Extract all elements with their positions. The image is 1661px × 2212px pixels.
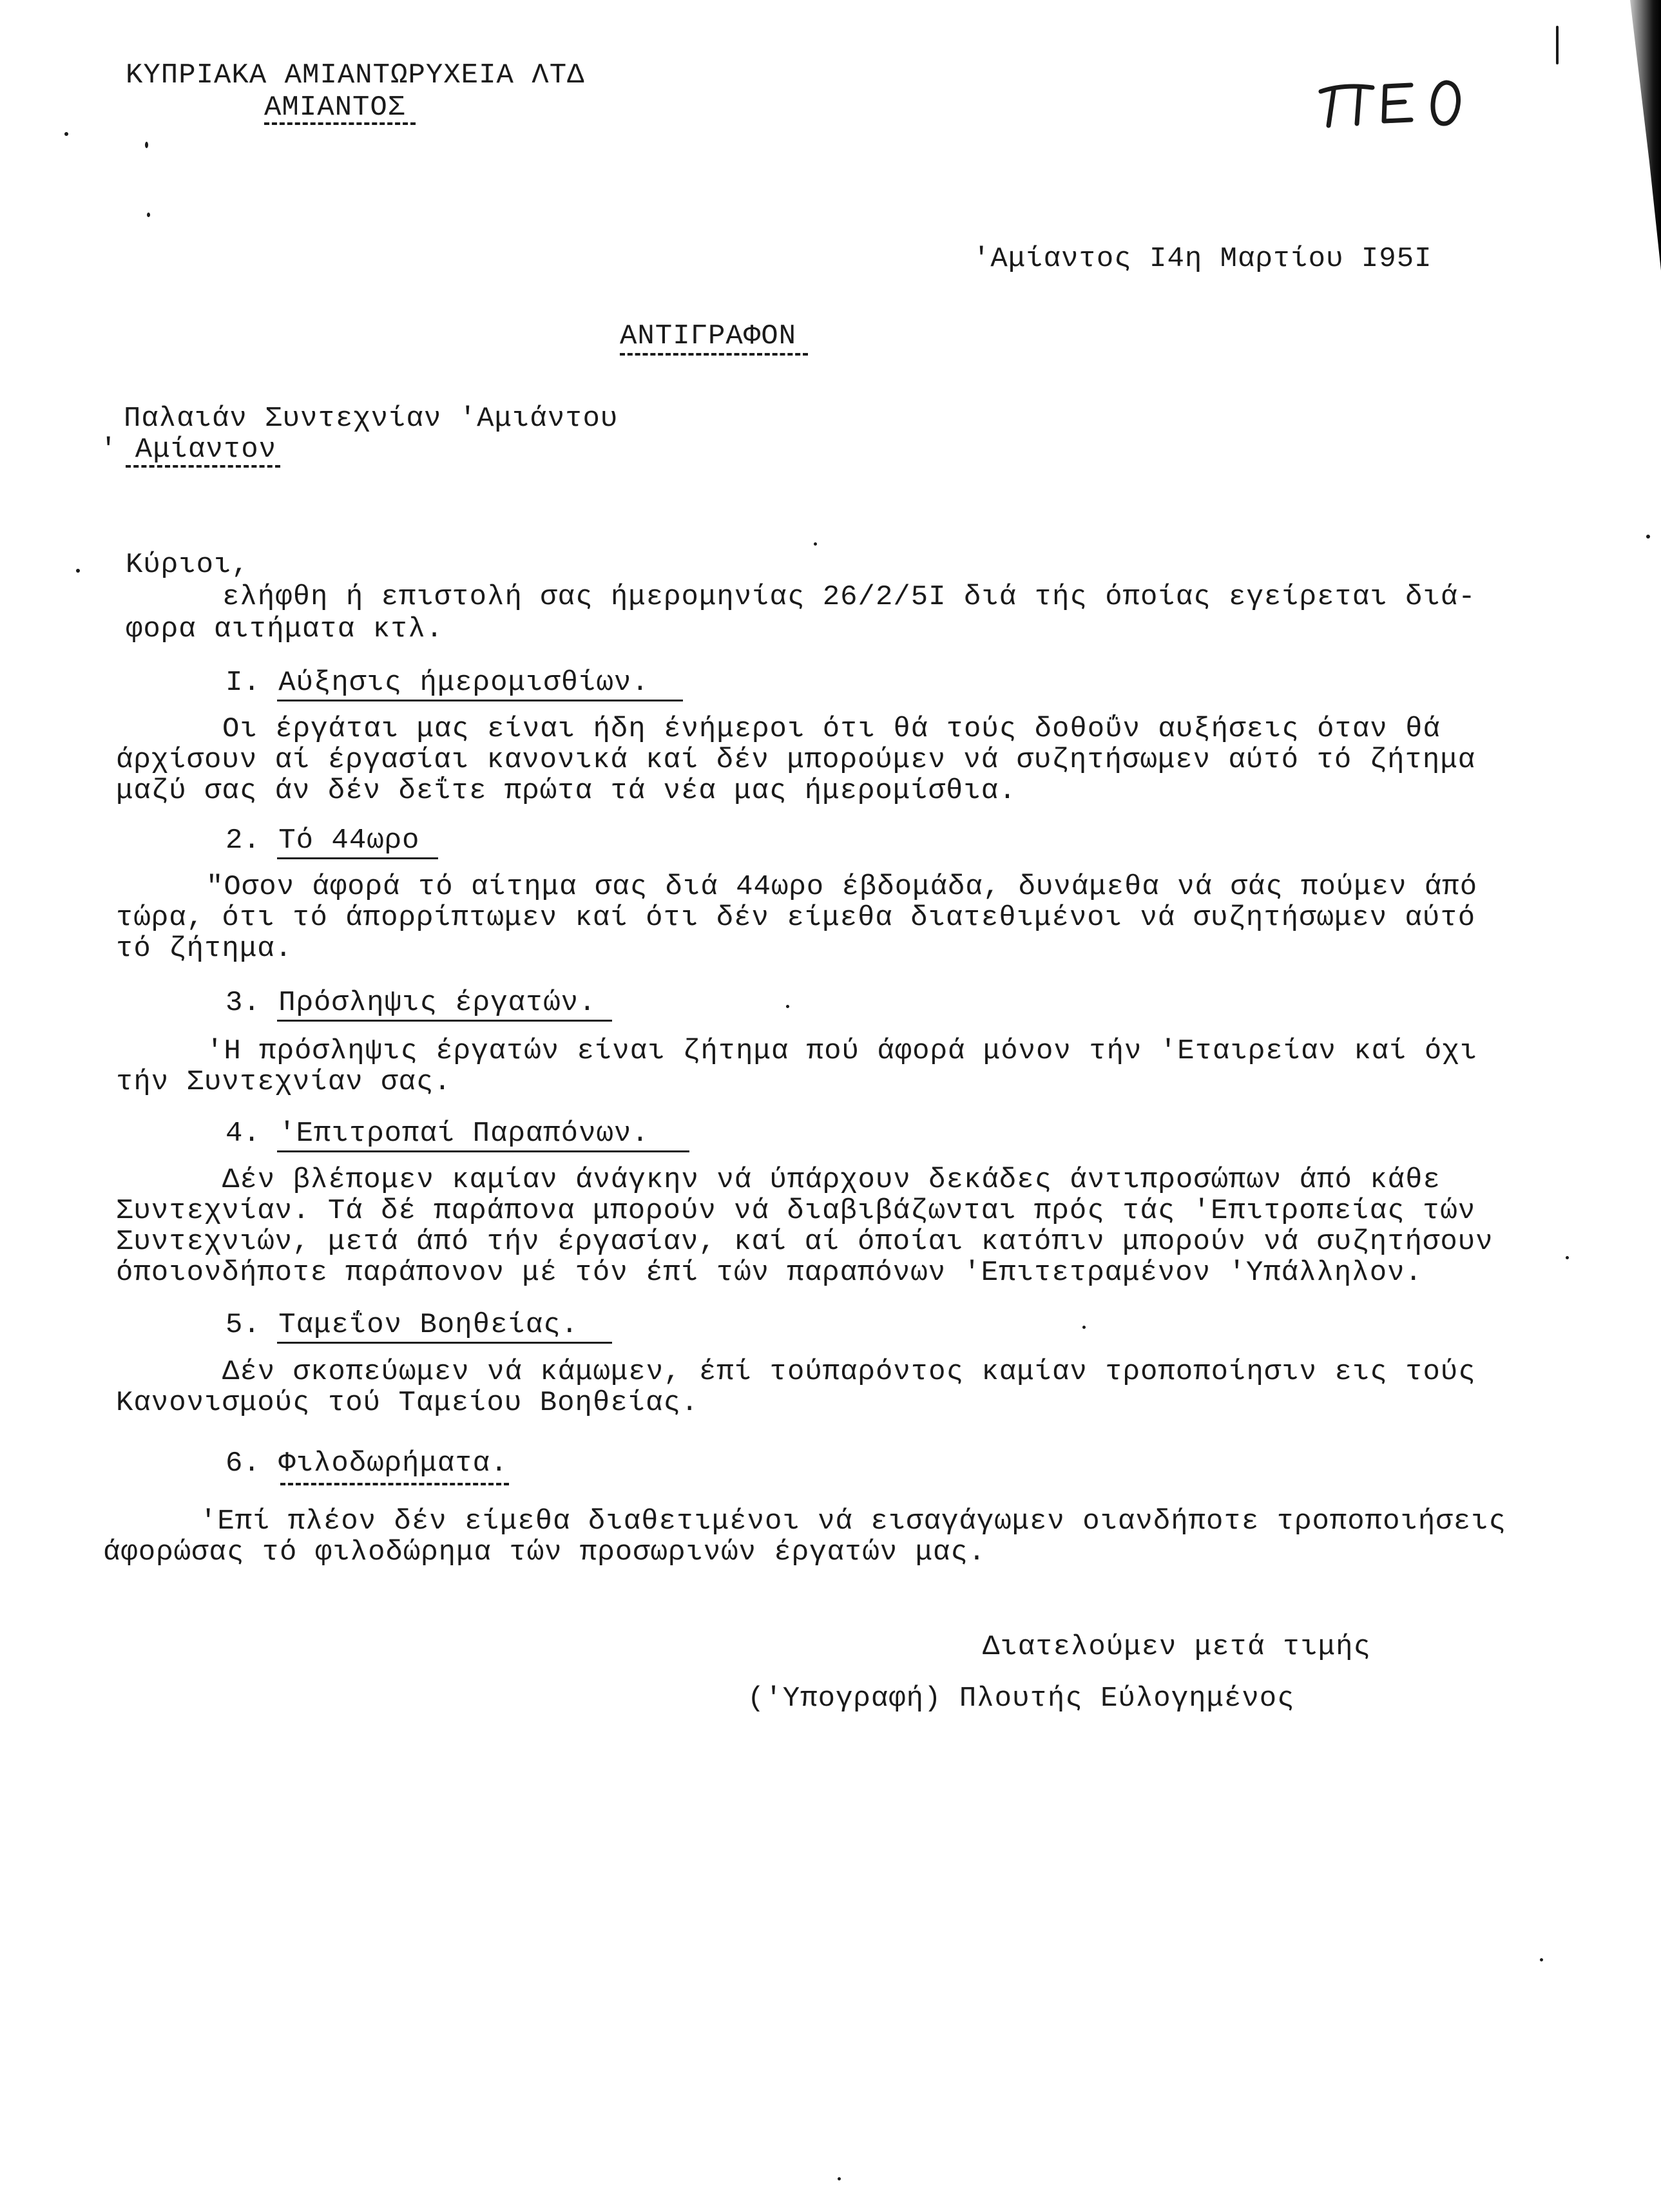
recipient-line-2: ' Αμίαντον xyxy=(100,434,277,466)
section-heading-5: 5. Ταμεΐον Βοηθείας. xyxy=(226,1309,579,1341)
section-2-line-1: "Οσον άφορά τό αίτημα σας διά 44ωρο έβδομάδα, δυνάμεθα νά σάς πούμεν άπό xyxy=(206,871,1478,903)
section-1-line-2: άρχίσουν αί έργασίαι κανονικά καί δέν μπορούμεν νά συζητήσωμεν αύτό τό ζήτημα xyxy=(116,744,1476,776)
scan-speck xyxy=(1646,535,1650,539)
scan-speck xyxy=(1540,1958,1543,1961)
salutation: Κύριοι, xyxy=(126,549,249,581)
section-5-line-2: Κανονισμούς τού Ταμείου Βοηθείας. xyxy=(116,1387,699,1419)
intro-line-1: ελήφθη ή επιστολή σας ήμερομηνίας 26/2/5Ι διά τής όποίας εγείρεται διά- xyxy=(222,581,1476,613)
place-underline xyxy=(264,122,416,125)
section-heading-5-underline xyxy=(277,1342,612,1344)
scan-speck xyxy=(76,569,80,573)
section-1-line-3: μαζύ σας άν δέν δεΐτε πρώτα τά νέα μας ήμερομίσθια. xyxy=(116,775,1017,807)
handwritten-peo-mark xyxy=(1314,64,1482,135)
company-name: ΚΥΠΡΙΑΚΑ ΑΜΙΑΝΤΩΡΥΧΕΙΑ ΛΤΔ xyxy=(126,59,585,91)
section-heading-4-underline xyxy=(277,1150,689,1152)
scan-speck xyxy=(1556,26,1559,64)
section-heading-3: 3. Πρόσληψις έργατών. xyxy=(226,987,597,1019)
letter-date: 'Αμίαντος Ι4η Μαρτίου Ι95Ι xyxy=(973,243,1432,275)
section-heading-6: 6. Φιλοδωρήματα. xyxy=(226,1447,508,1480)
section-2-line-2: τώρα, ότι τό άπορρίπτωμεν καί ότι δέν είμεθα διατεθιμένοι νά συζητήσωμεν αύτό xyxy=(116,902,1476,934)
section-4-line-1: Δέν βλέπομεν καμίαν άνάγκην νά ύπάρχουν δεκάδες άντιπροσώπων άπό κάθε xyxy=(222,1164,1441,1196)
recipient-underline xyxy=(126,465,280,468)
document-title-underline xyxy=(620,353,808,356)
section-3-line-2: τήν Συντεχνίαν σας. xyxy=(116,1066,452,1098)
section-6-line-1: 'Επί πλέον δέν είμεθα διαθετιμένοι νά εισαγάγωμεν οιανδήποτε τροποποιήσεις xyxy=(200,1505,1506,1538)
section-6-line-2: άφορώσας τό φιλοδώρημα τών προσωρινών έργατών μας. xyxy=(103,1536,986,1568)
intro-line-2: φορα αιτήματα κτλ. xyxy=(126,613,444,645)
section-heading-3-underline xyxy=(277,1020,612,1022)
section-heading-4: 4. 'Επιτροπαί Παραπόνων. xyxy=(226,1118,649,1150)
section-4-line-4: όποιονδήποτε παράπονον μέ τόν έπί τών παραπόνων 'Επιτετραμένον 'Υπάλληλον. xyxy=(116,1257,1423,1289)
scan-speck xyxy=(786,1005,789,1008)
section-1-line-1: Οι έργάται μας είναι ήδη ένήμεροι ότι θά τούς δοθοΰν αυξήσεις όταν θά xyxy=(222,713,1441,745)
scan-speck xyxy=(1566,1256,1569,1259)
scan-speck xyxy=(147,213,150,217)
scan-speck xyxy=(838,2177,841,2180)
section-heading-1: Ι. Αύξησις ήμερομισθίων. xyxy=(226,667,649,699)
scan-speck xyxy=(1082,1326,1086,1329)
section-heading-2-underline xyxy=(277,857,438,859)
scan-edge-shadow xyxy=(1622,0,1661,271)
company-place: ΑΜΙΑΝΤΟΣ xyxy=(264,91,406,124)
signature-line: ('Υπογραφή) Πλουτής Εύλογημένος xyxy=(747,1683,1295,1715)
section-4-line-2: Συντεχνίαν. Τά δέ παράπονα μπορούν νά διαβιβάζωνται πρός τάς 'Επιτροπείας τών xyxy=(116,1195,1476,1227)
closing-line: Διατελούμεν μετά τιμής xyxy=(983,1631,1371,1663)
section-heading-2: 2. Τό 44ωρο xyxy=(226,825,420,857)
scan-speck xyxy=(145,142,148,148)
section-3-line-1: 'Η πρόσληψις έργατών είναι ζήτημα πού άφορά μόνον τήν 'Εταιρείαν καί όχι xyxy=(206,1035,1478,1067)
section-heading-6-underline xyxy=(280,1483,509,1485)
recipient-line-1: Παλαιάν Συντεχνίαν 'Αμιάντου xyxy=(124,403,619,435)
scan-speck xyxy=(814,542,817,546)
scan-speck xyxy=(64,132,68,136)
document-title: ΑΝΤΙΓΡΑΦΟΝ xyxy=(620,320,797,352)
section-heading-1-underline xyxy=(277,700,683,701)
section-4-line-3: Συντεχνιών, μετά άπό τήν έργασίαν, καί αί όποίαι κατόπιν μπορούν νά συζητήσουν xyxy=(116,1226,1493,1258)
section-5-line-1: Δέν σκοπεύωμεν νά κάμωμεν, έπί τούπαρόντος καμίαν τροποποίησιν εις τούς xyxy=(222,1356,1476,1388)
section-2-line-3: τό ζήτημα. xyxy=(116,933,293,965)
